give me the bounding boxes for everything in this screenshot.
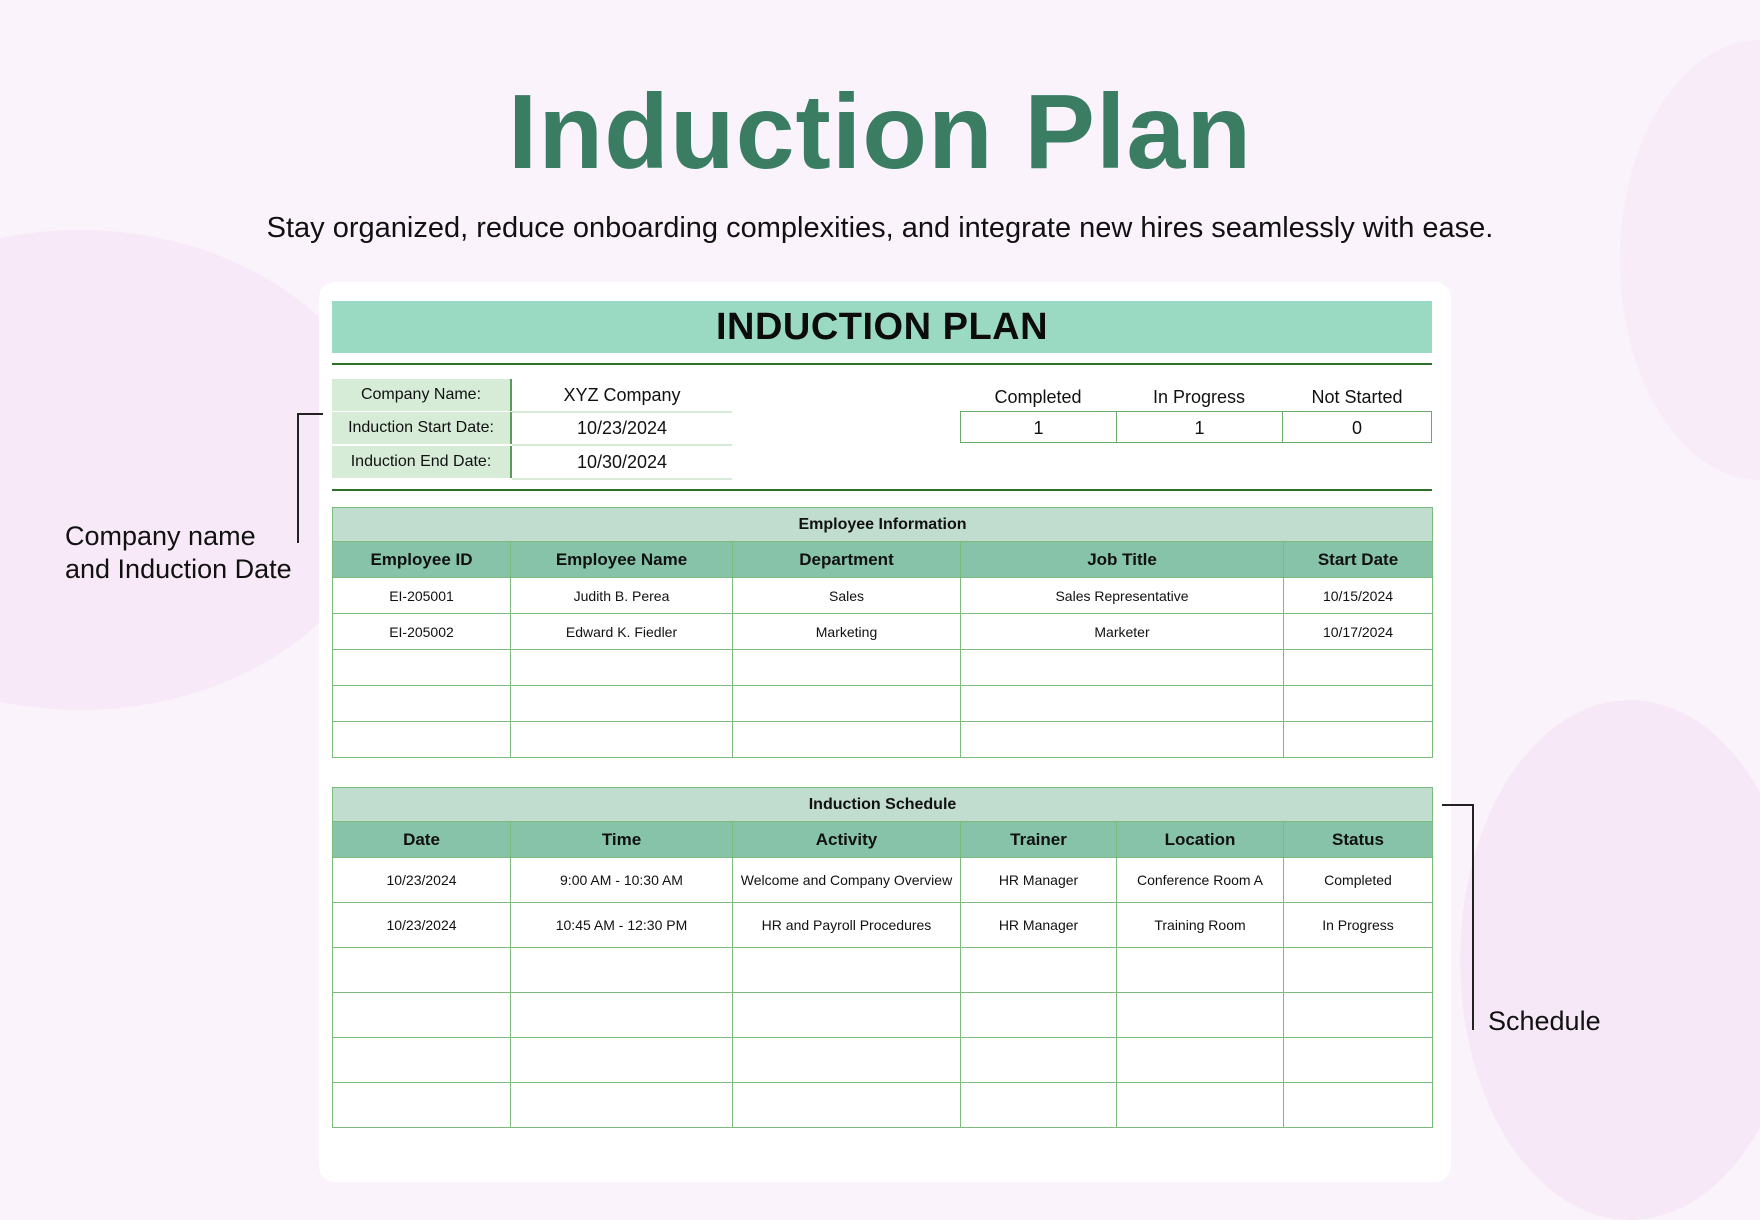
trainer-cell[interactable] xyxy=(961,1083,1117,1128)
job-title-cell[interactable] xyxy=(961,722,1284,758)
column-header: Employee Name xyxy=(511,542,733,578)
department-cell[interactable] xyxy=(733,650,961,686)
time-cell[interactable] xyxy=(511,1038,733,1083)
employee-id-cell[interactable]: EI-205002 xyxy=(333,614,511,650)
start-date-cell[interactable]: 10/17/2024 xyxy=(1284,614,1433,650)
employee-name-cell[interactable] xyxy=(511,650,733,686)
start-date-cell[interactable]: 10/15/2024 xyxy=(1284,578,1433,614)
date-cell[interactable] xyxy=(333,948,511,993)
date-cell[interactable]: 10/23/2024 xyxy=(333,903,511,948)
table-row xyxy=(333,722,1433,758)
table-row xyxy=(333,650,1433,686)
induction-start-value[interactable]: 10/23/2024 xyxy=(512,412,732,446)
company-name-label: Company Name: xyxy=(332,379,512,411)
status-cell[interactable] xyxy=(1284,993,1433,1038)
company-callout-line1: Company name xyxy=(65,521,256,551)
activity-cell[interactable] xyxy=(733,993,961,1038)
schedule-callout-label: Schedule xyxy=(1488,1006,1601,1036)
table-row xyxy=(333,858,1433,903)
employee-header-row xyxy=(333,542,1433,578)
status-in-progress-count[interactable]: 1 xyxy=(1116,411,1283,443)
location-cell[interactable] xyxy=(1117,1038,1284,1083)
status-not-started-count[interactable]: 0 xyxy=(1282,411,1432,443)
schedule-header-row xyxy=(333,822,1433,858)
column-header: Location xyxy=(1117,822,1284,858)
company-callout-label xyxy=(65,520,292,586)
schedule-callout-bracket xyxy=(1442,804,1474,1030)
table-row xyxy=(333,686,1433,722)
company-callout-line2: and Induction Date xyxy=(65,554,292,584)
location-cell[interactable] xyxy=(1117,993,1284,1038)
trainer-cell[interactable]: HR Manager xyxy=(961,858,1117,903)
time-cell[interactable]: 9:00 AM - 10:30 AM xyxy=(511,858,733,903)
date-cell[interactable]: 10/23/2024 xyxy=(333,858,511,903)
time-cell[interactable]: 10:45 AM - 12:30 PM xyxy=(511,903,733,948)
column-header: Start Date xyxy=(1284,542,1433,578)
trainer-cell[interactable] xyxy=(961,948,1117,993)
status-completed-label: Completed xyxy=(994,387,1082,407)
induction-end-label: Induction End Date: xyxy=(332,446,512,478)
divider-middle xyxy=(332,489,1432,491)
employee-name-cell[interactable] xyxy=(511,722,733,758)
activity-cell[interactable]: Welcome and Company Overview xyxy=(733,858,961,903)
column-header: Status xyxy=(1284,822,1433,858)
column-header: Time xyxy=(511,822,733,858)
location-cell[interactable]: Conference Room A xyxy=(1117,858,1284,903)
page-title: Induction Plan xyxy=(507,73,1253,191)
table-row xyxy=(333,614,1433,650)
time-cell[interactable] xyxy=(511,1083,733,1128)
activity-cell[interactable] xyxy=(733,948,961,993)
status-cell[interactable]: Completed xyxy=(1284,858,1433,903)
status-cell[interactable] xyxy=(1284,948,1433,993)
table-row xyxy=(333,903,1433,948)
status-not-started-label: Not Started xyxy=(1311,387,1403,407)
column-header: Department xyxy=(733,542,961,578)
activity-cell[interactable]: HR and Payroll Procedures xyxy=(733,903,961,948)
column-header: Activity xyxy=(733,822,961,858)
status-cell[interactable]: In Progress xyxy=(1284,903,1433,948)
induction-end-value[interactable]: 10/30/2024 xyxy=(512,446,732,480)
date-cell[interactable] xyxy=(333,1083,511,1128)
employee-information-title: Employee Information xyxy=(333,508,1433,542)
location-cell[interactable] xyxy=(1117,948,1284,993)
department-cell[interactable] xyxy=(733,722,961,758)
trainer-cell[interactable] xyxy=(961,993,1117,1038)
induction-schedule-title: Induction Schedule xyxy=(333,788,1433,822)
status-in-progress-label: In Progress xyxy=(1152,387,1246,407)
date-cell[interactable] xyxy=(333,1038,511,1083)
location-cell[interactable]: Training Room xyxy=(1117,903,1284,948)
induction-schedule-table xyxy=(332,787,1433,1128)
employee-id-cell[interactable] xyxy=(333,650,511,686)
company-callout-bracket xyxy=(297,413,323,543)
table-row xyxy=(333,993,1433,1038)
trainer-cell[interactable] xyxy=(961,1038,1117,1083)
employee-name-cell[interactable] xyxy=(511,686,733,722)
job-title-cell[interactable]: Sales Representative xyxy=(961,578,1284,614)
time-cell[interactable] xyxy=(511,948,733,993)
table-row xyxy=(333,1083,1433,1128)
employee-information-table xyxy=(332,507,1433,758)
status-cell[interactable] xyxy=(1284,1038,1433,1083)
induction-start-label: Induction Start Date: xyxy=(332,412,512,444)
activity-cell[interactable] xyxy=(733,1083,961,1128)
job-title-cell[interactable] xyxy=(961,650,1284,686)
start-date-cell[interactable] xyxy=(1284,722,1433,758)
employee-name-cell[interactable]: Edward K. Fiedler xyxy=(511,614,733,650)
table-row xyxy=(333,578,1433,614)
divider-top xyxy=(332,363,1432,365)
location-cell[interactable] xyxy=(1117,1083,1284,1128)
department-cell[interactable] xyxy=(733,686,961,722)
start-date-cell[interactable] xyxy=(1284,686,1433,722)
job-title-cell[interactable] xyxy=(961,686,1284,722)
department-cell[interactable]: Marketing xyxy=(733,614,961,650)
column-header: Job Title xyxy=(961,542,1284,578)
page-subtitle: Stay organized, reduce onboarding complexities, and integrate new hires seamlessly with ease. xyxy=(266,212,1494,244)
job-title-cell[interactable]: Marketer xyxy=(961,614,1284,650)
column-header: Employee ID xyxy=(333,542,511,578)
trainer-cell[interactable]: HR Manager xyxy=(961,903,1117,948)
status-completed-count[interactable]: 1 xyxy=(960,411,1117,443)
sheet-banner: INDUCTION PLAN xyxy=(332,301,1432,353)
company-name-value[interactable]: XYZ Company xyxy=(512,379,732,413)
activity-cell[interactable] xyxy=(733,1038,961,1083)
employee-name-cell[interactable]: Judith B. Perea xyxy=(511,578,733,614)
time-cell[interactable] xyxy=(511,993,733,1038)
employee-id-cell[interactable] xyxy=(333,722,511,758)
column-header: Date xyxy=(333,822,511,858)
department-cell[interactable]: Sales xyxy=(733,578,961,614)
employee-id-cell[interactable] xyxy=(333,686,511,722)
background-blob-right-bottom xyxy=(1460,700,1760,1220)
employee-id-cell[interactable]: EI-205001 xyxy=(333,578,511,614)
table-row xyxy=(333,948,1433,993)
date-cell[interactable] xyxy=(333,993,511,1038)
start-date-cell[interactable] xyxy=(1284,650,1433,686)
table-row xyxy=(333,1038,1433,1083)
status-cell[interactable] xyxy=(1284,1083,1433,1128)
column-header: Trainer xyxy=(961,822,1117,858)
